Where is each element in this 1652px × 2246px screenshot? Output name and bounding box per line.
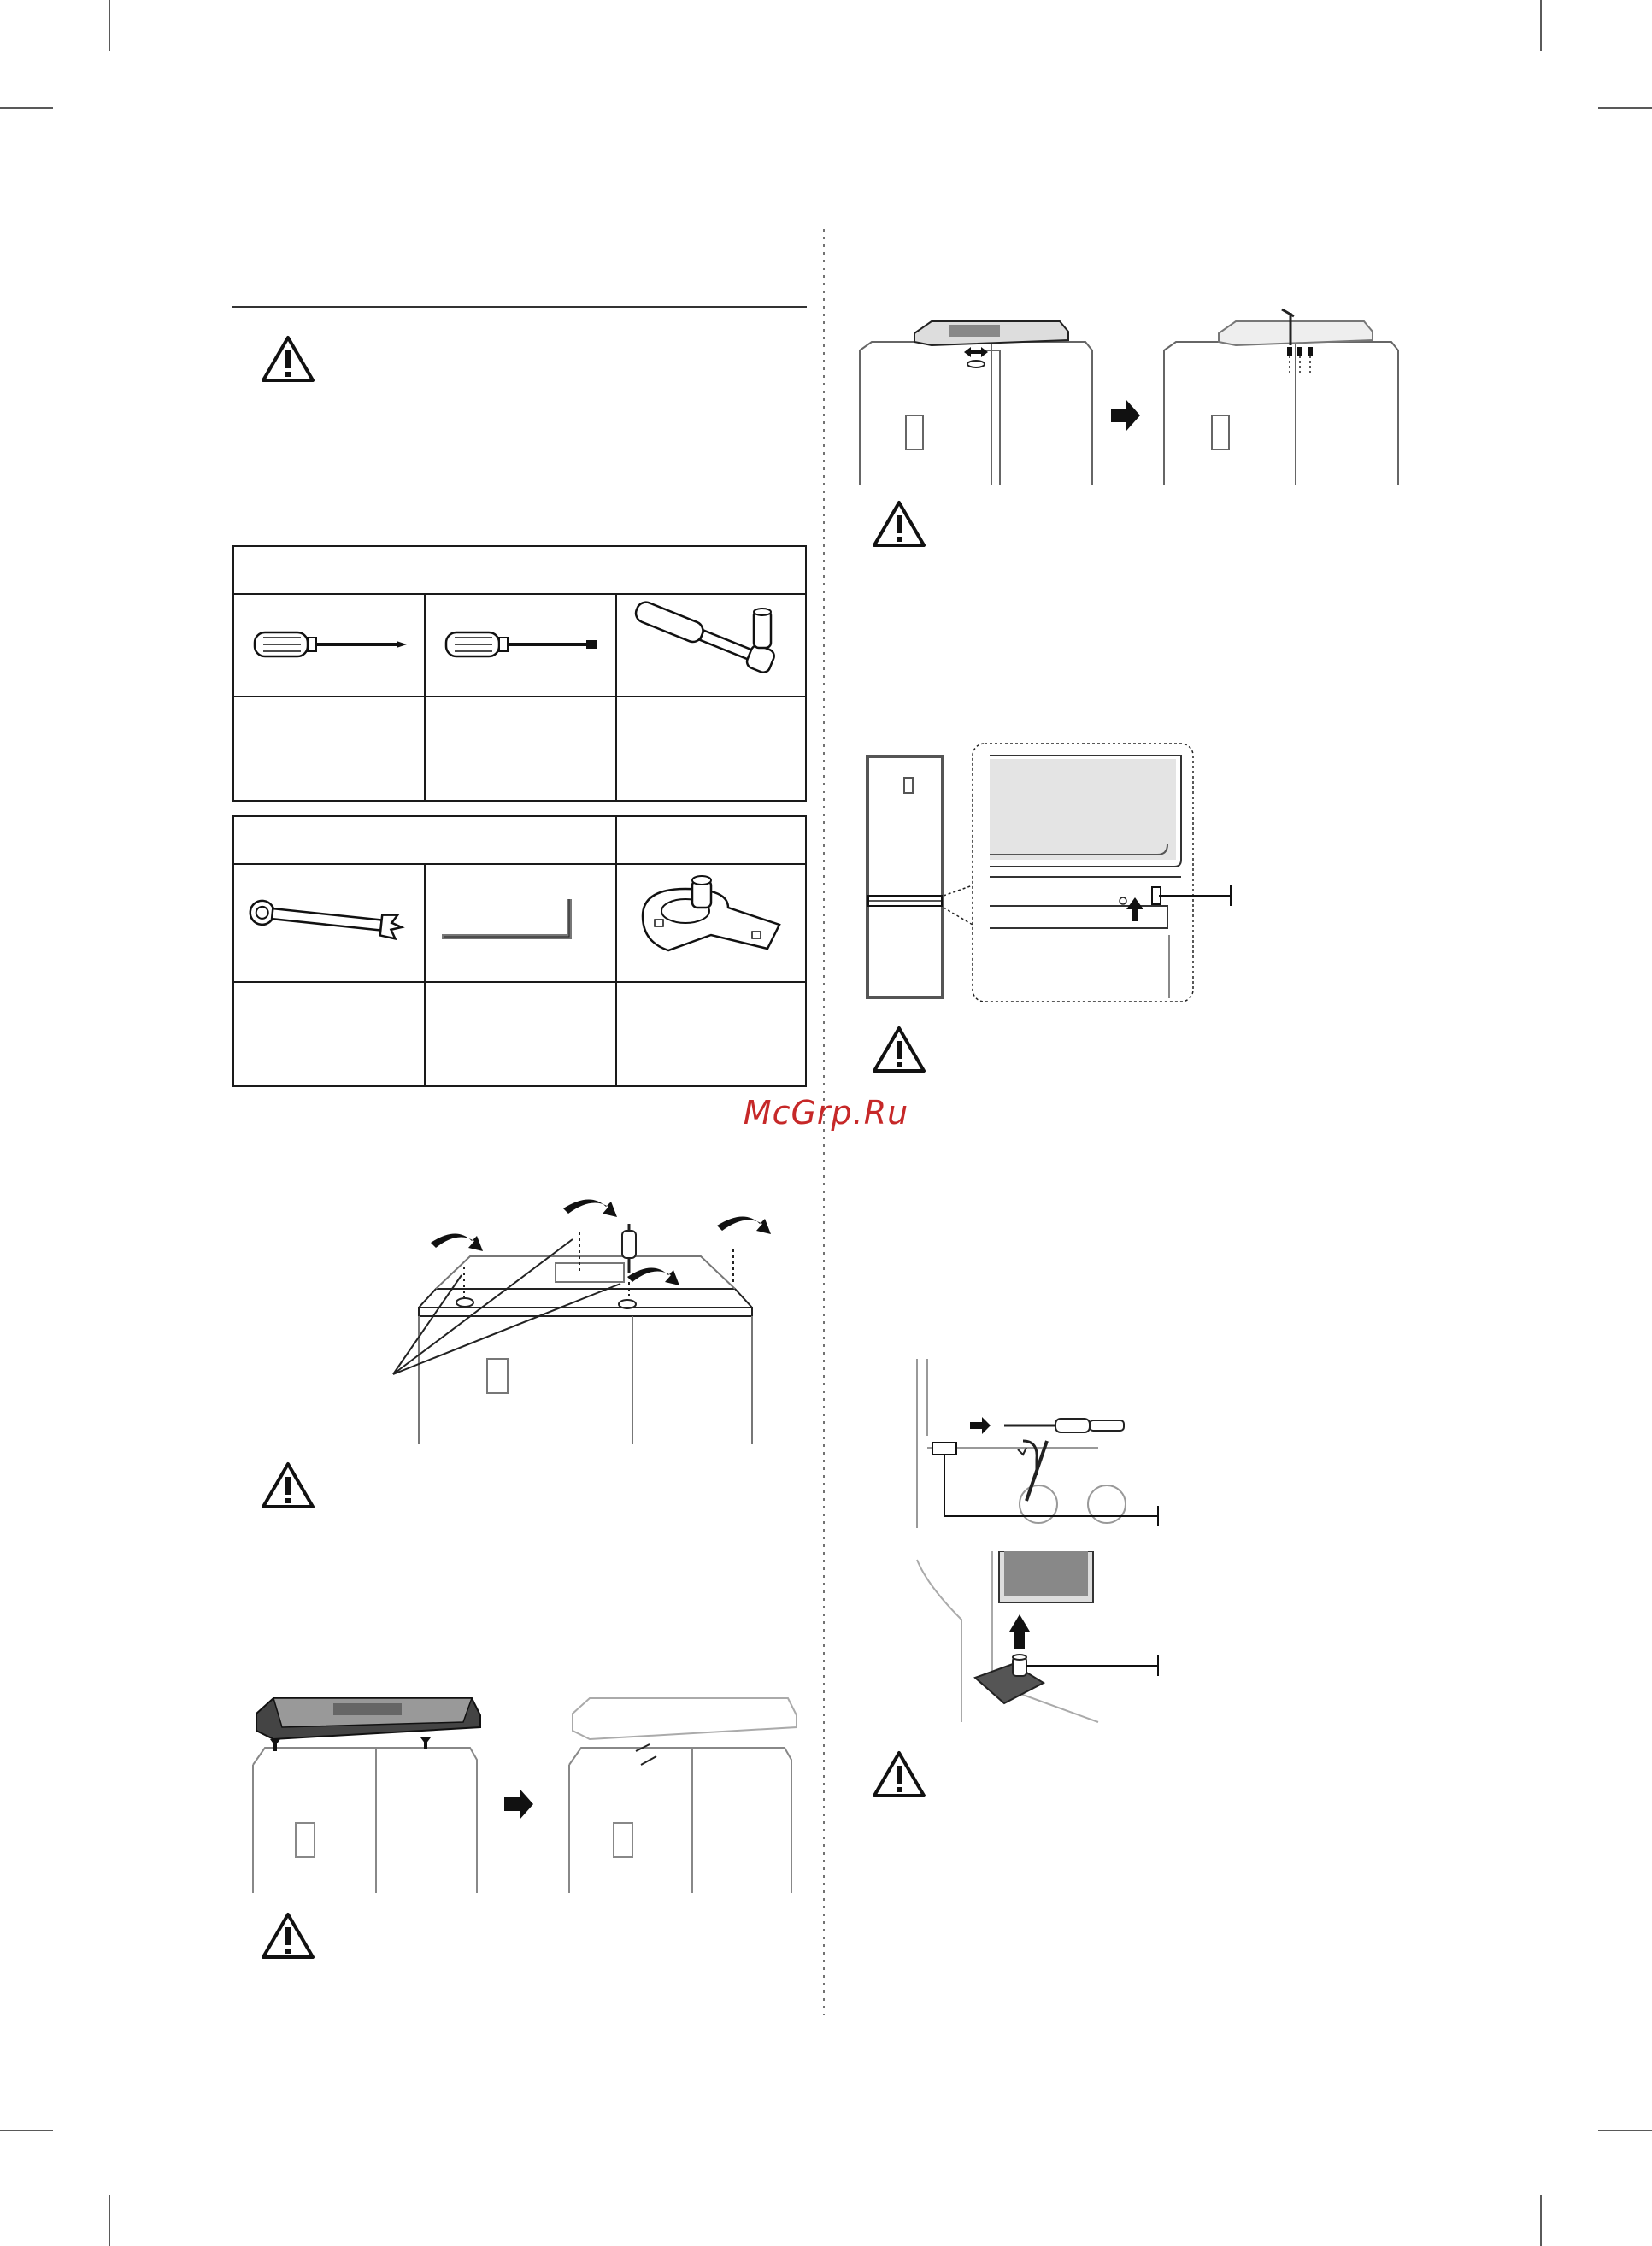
tool-cell: [617, 865, 808, 981]
flat-screwdriver-icon: [426, 595, 614, 694]
warning-triangle-icon: [872, 1026, 926, 1073]
arrow-right-icon: [504, 1789, 533, 1820]
tool-cell: [617, 595, 808, 696]
bottom-hinge-screw-illustration: [910, 1359, 1162, 1530]
socket-wrench-icon: [617, 595, 805, 694]
arrow-right-icon: [1111, 400, 1140, 431]
tool-cell: [234, 595, 426, 696]
section-rule: [232, 306, 807, 308]
bottom-hinge-pin-illustration: [910, 1551, 1162, 1731]
tool-label-cell: [617, 983, 808, 1085]
tool-label-cell: [234, 697, 426, 800]
tools-table-header: [234, 817, 805, 865]
warning-triangle-icon: [872, 500, 926, 548]
fridge-top-cover-removal-illustration: [248, 1696, 812, 1893]
tools-table-icon-row: [234, 865, 805, 983]
warning-triangle-icon: [261, 1912, 315, 1960]
tools-table-header-cell: [617, 817, 808, 863]
tool-label-cell: [234, 983, 426, 1085]
tool-cell: [426, 865, 617, 981]
tool-cell: [234, 865, 426, 981]
watermark: McGrp.Ru: [743, 1094, 909, 1132]
tools-table-label-row: [234, 697, 805, 800]
tools-table-header: [234, 547, 805, 595]
tools-table-label-row: [234, 983, 805, 1085]
tool-label-cell: [426, 983, 617, 1085]
tools-table-header-cell: [234, 817, 617, 863]
fridge-top-screws-illustration: [376, 1188, 803, 1444]
tools-table-icon-row: [234, 595, 805, 697]
warning-triangle-icon: [872, 1750, 926, 1798]
tools-table-2: [232, 815, 807, 1087]
spanner-icon: [234, 865, 422, 979]
tool-label-cell: [426, 697, 617, 800]
hinge-bracket-icon: [617, 865, 805, 979]
phillips-screwdriver-icon: [234, 595, 422, 694]
warning-triangle-icon: [261, 335, 315, 383]
tools-table-1: [232, 545, 807, 802]
allen-key-icon: [426, 865, 614, 979]
fridge-middle-hinge-detail-illustration: [863, 740, 1239, 1005]
fridge-top-hinge-illustration: [855, 308, 1419, 487]
warning-triangle-icon: [261, 1461, 315, 1509]
tool-label-cell: [617, 697, 808, 800]
tool-cell: [426, 595, 617, 696]
